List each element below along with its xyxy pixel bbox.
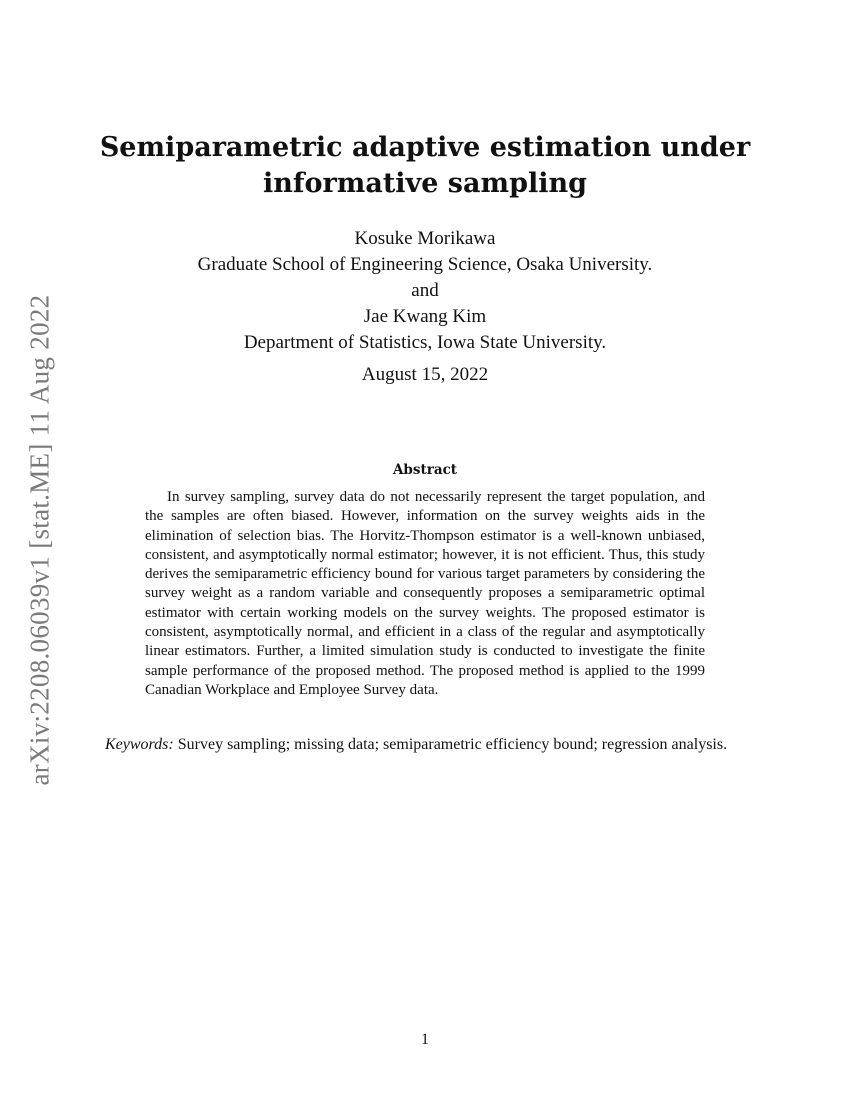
author-conjunction: and	[411, 280, 439, 301]
page-number: 1	[421, 1031, 429, 1048]
keywords-line	[105, 735, 745, 756]
author-block	[0, 226, 850, 356]
title-line-1: Semiparametric adaptive estimation under	[99, 132, 751, 163]
paper-title	[0, 130, 850, 202]
author-1-affiliation: Graduate School of Engineering Science, Osaka University.	[197, 254, 653, 275]
publication-date: August 15, 2022	[361, 364, 489, 385]
author-2-affiliation: Department of Statistics, Iowa State University.	[243, 332, 607, 353]
keywords-text: Survey sampling; missing data; semiparametric efficiency bound; regression analysis.	[177, 736, 728, 753]
abstract-text: In survey sampling, survey data do not necessarily represent the target population, and the samples are often biased. However, information on the survey weights aids in the elimination of selection bias. The Horvitz-Thompson estimator is a well-known unbiased, consistent, and asymptotically normal estimator; however, it is not efficient. Thus, this study derives the semiparametric efficiency bound for various target parameters by considering the survey weight as a random variable and consequently proposes a semiparametric optimal estimator with certain working models on the survey weights. The proposed estimator is consistent, asymptotically normal, and efficient in a class of the regular and asymptotically linear estimators. Further, a limited simulation study is conducted to investigate the finite sample performance of the proposed method. The proposed method is applied to the 1999 Canadian Workplace and Employee Survey data.	[145, 489, 705, 698]
title-line-2: informative sampling	[263, 168, 587, 199]
keywords-label: Keywords:	[105, 736, 174, 753]
abstract-heading: Abstract	[392, 462, 458, 478]
author-2-name: Jae Kwang Kim	[363, 306, 487, 327]
arxiv-identifier-stamp: arXiv:2208.06039v1 [stat.ME] 11 Aug 2022	[24, 294, 55, 786]
author-1-name: Kosuke Morikawa	[354, 228, 496, 249]
